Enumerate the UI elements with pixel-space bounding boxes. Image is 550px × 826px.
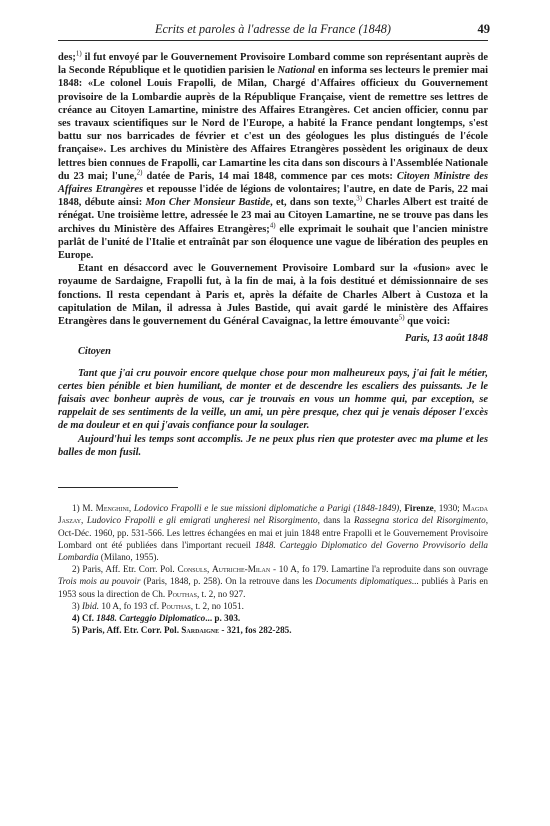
footnote: 1) M. Menghini, Lodovico Frapolli e le sue missioni diplomatiche a Parigi (1848-1849), Firenze, 1930; Magda Jaszay, Ludovico Frapolli e gli emigrati ungheresi nel Risorgimento, dans la Rassegna storica del Risorgimento, Oct-Déc. 1960, pp. 531-566. Les lettres échangées en mai et juin 1848 entre Frapolli et le Gouvernement Provisoire Lombard ont été publiées dans l'important recueil 1848. Carteggio Diplomatico del Governo Provvisorio della Lombardia (Milano, 1955).	[58, 503, 489, 562]
paragraph: Paris, 13 août 1848	[404, 333, 488, 345]
footnote-separator	[58, 487, 178, 488]
paragraph: Aujourd'hui les temps sont accomplis. Je ne peux plus rien que protester avec ma plume et les balles de mon fusil.	[58, 433, 488, 458]
page-number: 49	[477, 22, 490, 36]
paragraph: Etant en désaccord avec le Gouvernement Provisoire Lombard sur la «fusion» avec le royaume de Sardaigne, Frapolli fut, à la fin de mai, à la fois destitué et démissionnaire de ses fonctions. Il resta cependant à Paris et, après la défaite de Charles Albert à Custoza et la capitulation de Milan, il adressa à Jules Bastide, qui avait gardé le ministère des Affaires Etrangères dans le gouvernement du Général Cavaignac, la lettre émouvante$^{5)}$ que voici:	[58, 263, 488, 328]
page	[58, 22, 488, 636]
footnotes	[58, 502, 488, 636]
body-text	[58, 51, 488, 459]
running-header	[58, 22, 488, 41]
paragraph: des;$^{1)}$ il fut envoyé par le Gouvernement Provisoire Lombard comme son représentant auprès de la Seconde République et le quotidien parisien le National en informa ses lecteurs le premier mai 1848: «Le colonel Louis Frapolli, de Milan, Chargé d'Affaires officieux du Gouvernement provisoire de la Lombardie auprès de la République Française, vient de remettre ses lettres de créance au Citoyen Lamartine, ministre des Affaires Etrangères. Cet ancien officier, connu par ses travaux scientifiques sur le Nord de l'Europe, a habité la France pendant longtemps, s'est battu sur nos barricades de février et c'est un des géologues les plus distingués de l'école française». Les archives du Ministère des Affaires Etrangères possèdent les originaux de deux lettres bien connues de Frapolli, car Lamartine les cita dans son discours à l'Assemblée Nationale du 23 mai; l'une,$^{2)}$ datée de Paris, 14 mai 1848, commence par ces mots: Citoyen Ministre des Affaires Etrangères et repousse l'idée de légions de volontaires; l'autre, en date de Paris, 22 mai 1848, débute ainsi: Mon Cher Monsieur Bastide, et, dans son texte,$^{3)}$ Charles Albert est traité de rénégat. Une troisième lettre, adressée le 23 mai au Citoyen Lamartine, ne se trouve pas dans les archives du Ministère des Affaires Etrangères;$^{4)}$ elle exprimait le souhait que l'ancien ministre parlât de l'unité de l'Italie et entraînât par son éloquence une vague de libération des peuples en Europe.	[58, 49, 489, 262]
paragraph: Tant que j'ai cru pouvoir encore quelque chose pour mon malheureux pays, j'ai fait le métier, certes bien pénible et bien humiliant, de monter et de descendre les escaliers des puissants. Je le faisais avec bonheur auprès de vous, car je trouvais en vous un homme qui, par exception, se rappelait de ses sentiments de la veille, un ami, un père presque, chez qui je venais déposer l'excès de ma douleur et en qui j'avais confiance pour la soulager.	[58, 367, 488, 432]
footnote: 3) Ibid. 10 A, fo 193 cf. Pouthas, t. 2, no 1051.	[72, 600, 244, 611]
footnote: 5) Paris, Aff. Etr. Corr. Pol. Sardaigne - 321, fos 282-285.	[72, 625, 292, 636]
footnote: 4) Cf. 1848. Carteggio Diplomatico... p. 303.	[72, 612, 241, 623]
running-title: Ecrits et paroles à l'adresse de la France (1848)	[155, 22, 391, 36]
paragraph: Citoyen	[78, 346, 111, 358]
footnote: 2) Paris, Aff. Etr. Corr. Pol. Consuls, Autriche-Milan - 10 A, fo 179. Lamartine l'a reproduite dans son ouvrage Trois mois au pouvoir (Paris, 1848, p. 258). On la retrouve dans les Documents diplomatiques... publiés à Paris en 1953 sous la direction de Ch. Pouthas, t. 2, no 927.	[58, 564, 488, 599]
